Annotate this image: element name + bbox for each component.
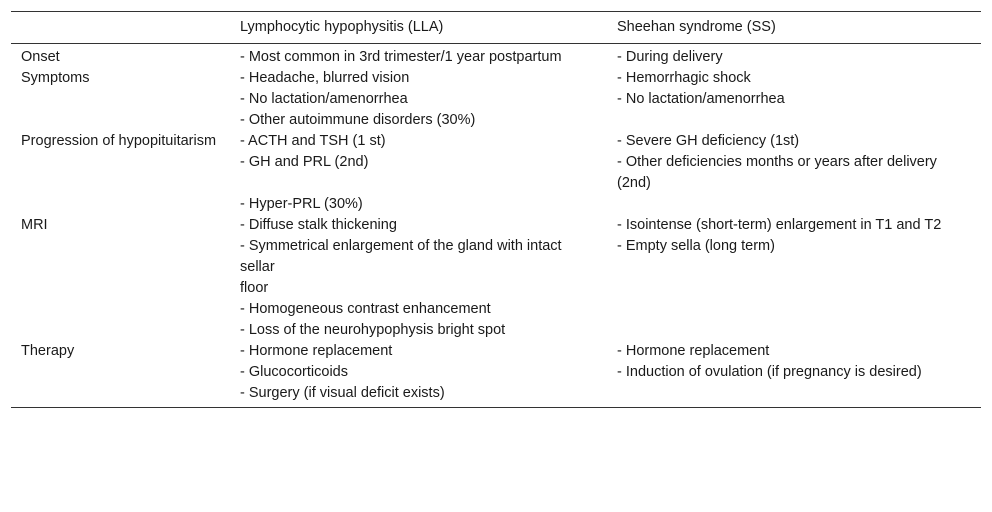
row-label: Onset xyxy=(21,49,60,65)
table-row xyxy=(11,320,981,341)
table-row xyxy=(11,341,981,362)
row-label xyxy=(11,278,230,299)
row-label xyxy=(11,362,230,383)
lla-cell: - Symmetrical enlargement of the gland with intact sellar xyxy=(240,238,562,275)
table-row xyxy=(11,236,981,278)
ss-cell xyxy=(607,320,981,341)
ss-cell: - Isointense (short-term) enlargement in T1 and T2 xyxy=(617,217,942,233)
lla-cell: - Hyper-PRL (30%) xyxy=(240,196,363,212)
table-row xyxy=(11,383,981,408)
table-row xyxy=(11,131,981,152)
table-header xyxy=(11,12,981,44)
lla-cell: - Hormone replacement xyxy=(240,343,393,359)
lla-cell: - Homogeneous contrast enhancement xyxy=(240,301,491,317)
table-row xyxy=(11,215,981,236)
lla-cell: - Headache, blurred vision xyxy=(240,70,410,86)
table-row xyxy=(11,278,981,299)
ss-cell xyxy=(607,278,981,299)
header-empty xyxy=(11,12,230,44)
row-label: MRI xyxy=(21,217,48,233)
row-label xyxy=(11,89,230,110)
table-row xyxy=(11,194,981,215)
lla-cell: floor xyxy=(240,280,269,296)
row-label xyxy=(11,110,230,131)
row-label xyxy=(11,299,230,320)
lla-cell: - Surgery (if visual deficit exists) xyxy=(240,385,445,401)
lla-cell: - No lactation/amenorrhea xyxy=(240,91,408,107)
row-label: Progression of hypopituitarism xyxy=(21,133,217,149)
row-label xyxy=(11,194,230,215)
table-row xyxy=(11,152,981,194)
ss-cell: - Induction of ovulation (if pregnancy is desired) xyxy=(617,364,922,380)
ss-cell xyxy=(607,299,981,320)
row-label: Therapy xyxy=(21,343,75,359)
ss-cell: - No lactation/amenorrhea xyxy=(617,91,785,107)
row-label xyxy=(11,320,230,341)
row-label xyxy=(11,152,230,194)
ss-cell: - Hemorrhagic shock xyxy=(617,70,751,86)
lla-cell: - Most common in 3rd trimester/1 year postpartum xyxy=(240,49,562,65)
table-row xyxy=(11,362,981,383)
table-row xyxy=(11,110,981,131)
table-row xyxy=(11,68,981,89)
table-row xyxy=(11,299,981,320)
ss-cell xyxy=(607,110,981,131)
table-body xyxy=(11,44,981,408)
ss-cell xyxy=(607,194,981,215)
lla-cell: - Other autoimmune disorders (30%) xyxy=(240,112,476,128)
ss-cell: - Hormone replacement xyxy=(617,343,770,359)
lla-cell: - Diffuse stalk thickening xyxy=(240,217,397,233)
row-label xyxy=(11,236,230,278)
ss-cell: - Other deficiencies months or years after delivery (2nd) xyxy=(617,154,937,191)
header-lla: Lymphocytic hypophysitis (LLA) xyxy=(240,19,444,35)
header-row xyxy=(11,12,981,44)
ss-cell: - During delivery xyxy=(617,49,723,65)
lla-cell: - Loss of the neurohypophysis bright spot xyxy=(240,322,506,338)
ss-cell: - Severe GH deficiency (1st) xyxy=(617,133,800,149)
row-label: Symptoms xyxy=(21,70,90,86)
table-row xyxy=(11,89,981,110)
comparison-table xyxy=(11,11,981,408)
lla-cell: - GH and PRL (2nd) xyxy=(240,154,369,170)
ss-cell xyxy=(607,383,981,408)
ss-cell: - Empty sella (long term) xyxy=(617,238,775,254)
table-row xyxy=(11,44,981,69)
header-ss: Sheehan syndrome (SS) xyxy=(617,19,776,35)
lla-cell: - ACTH and TSH (1 st) xyxy=(240,133,386,149)
row-label xyxy=(11,383,230,408)
comparison-table-container xyxy=(11,11,981,408)
lla-cell: - Glucocorticoids xyxy=(240,364,348,380)
